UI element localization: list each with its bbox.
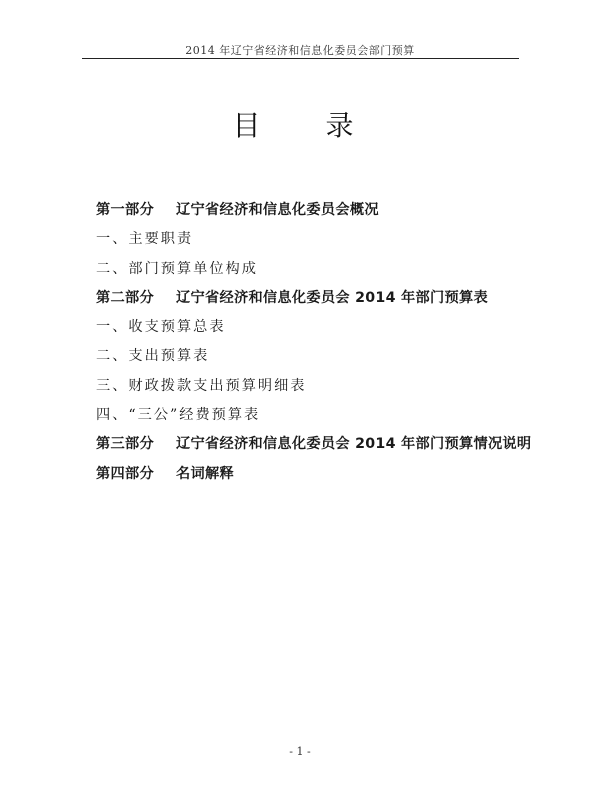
page-number: - 1 - [289,745,311,758]
toc-item-summary-table: 一、收支预算总表 [96,319,226,336]
toc-part-label: 第三部分 [96,436,154,453]
toc-part-label: 第二部分 [96,289,154,306]
toc-title: 目 录 [232,109,382,142]
toc-part-title: 名词解释 [176,465,234,482]
toc-part-3 [96,430,536,459]
toc-part-4 [96,460,536,489]
table-of-contents [96,196,536,489]
header-rule [82,58,519,59]
toc-part-2 [96,284,536,313]
toc-part-label: 第一部分 [96,202,154,218]
toc-item-appropriation-detail: 三、财政拨款支出预算明细表 [96,377,307,394]
toc-item-budget-units: 二、部门预算单位构成 [96,260,258,277]
toc-item-main-duties: 一、主要职责 [96,231,194,248]
toc-part-title: 辽宁省经济和信息化委员会概况 [176,202,379,218]
toc-part-label: 第四部分 [96,465,154,482]
toc-part-title: 辽宁省经济和信息化委员会 2014 年部门预算情况说明 [176,436,532,453]
toc-part-1 [96,196,536,225]
toc-part-title: 辽宁省经济和信息化委员会 2014 年部门预算表 [176,289,488,306]
toc-item-three-public-funds: 四、“三公”经费预算表 [96,407,261,424]
toc-item-expenditure-table: 二、支出预算表 [96,348,210,365]
running-header: 2014 年辽宁省经济和信息化委员会部门预算 [185,44,415,57]
